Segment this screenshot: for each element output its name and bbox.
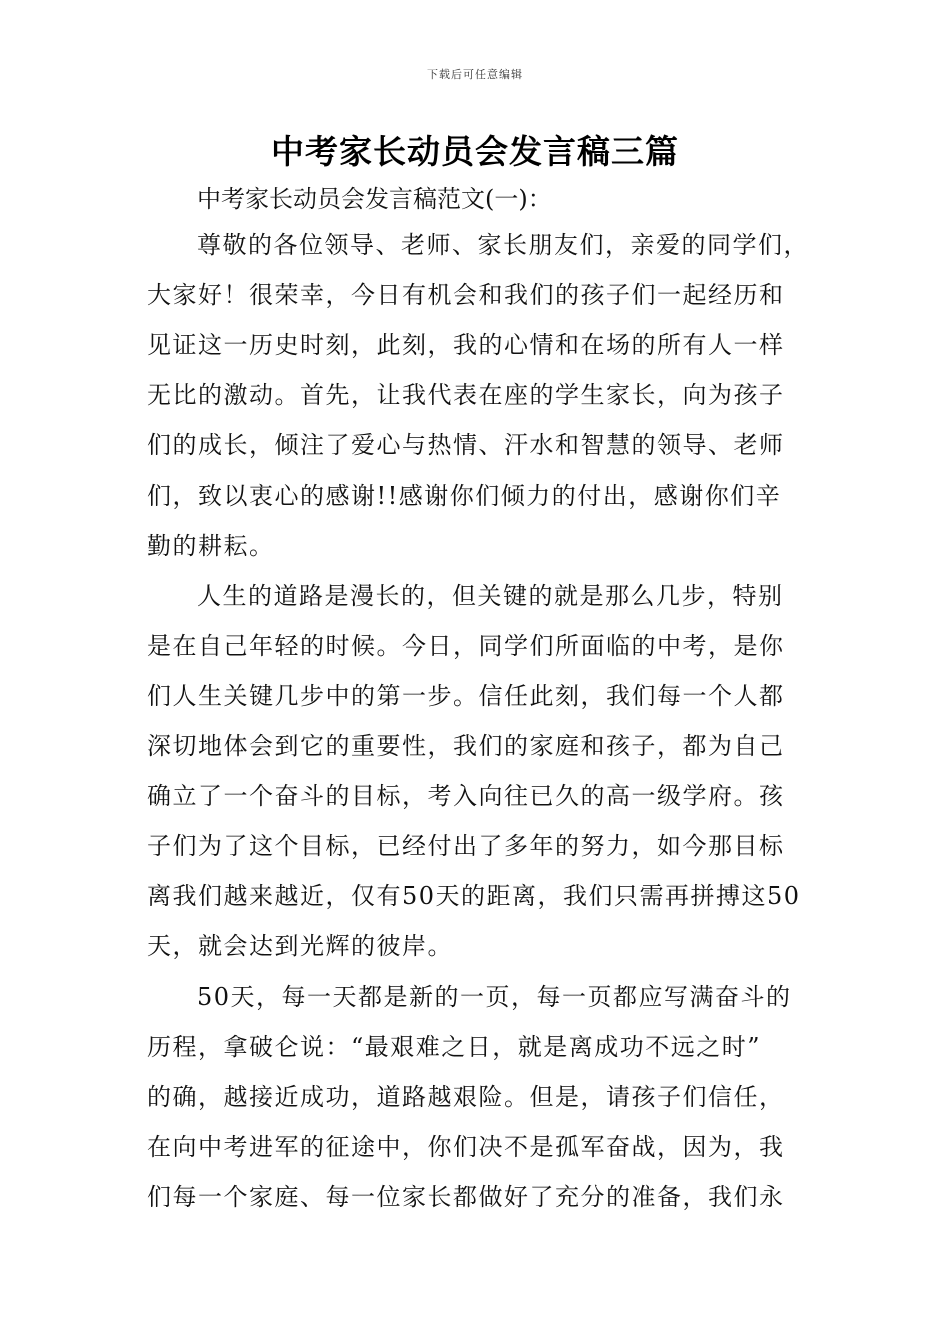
text-line: 们人生关键几步中的第一步。信任此刻，我们每一个人都	[147, 681, 785, 710]
text-line: 确立了一个奋斗的目标，考入向往已久的高一级学府。孩	[147, 782, 785, 811]
text-line: 子们为了这个目标，已经付出了多年的努力，如今那目标	[147, 832, 785, 861]
text-line: 勤的耕耘。	[147, 531, 275, 560]
text-line: 们，致以衷心的感谢!!感谢你们倾力的付出，感谢你们辛	[147, 481, 782, 510]
text-line: 们每一个家庭、每一位家长都做好了充分的准备，我们永	[147, 1182, 785, 1211]
text-line: 深切地体会到它的重要性，我们的家庭和孩子，都为自己	[147, 732, 785, 760]
text-line: 大家好！很荣幸，今日有机会和我们的孩子们一起经历和	[147, 281, 785, 310]
text-line: 是在自己年轻的时候。今日，同学们所面临的中考，是你	[147, 631, 785, 660]
section-subtitle: 中考家长动员会发言稿范文(一)：	[197, 185, 552, 213]
document-title: 中考家长动员会发言稿三篇	[271, 132, 679, 171]
text-line: 天，就会达到光辉的彼岸。	[147, 932, 453, 961]
text-line: 在向中考进军的征途中，你们决不是孤军奋战，因为，我	[147, 1132, 785, 1161]
text-line: 无比的激动。首先，让我代表在座的学生家长，向为孩子	[147, 381, 785, 410]
text-line: 历程，拿破仑说：“最艰难之日，就是离成功不远之时”	[147, 1032, 762, 1061]
text-line: 见证这一历史时刻，此刻，我的心情和在场的所有人一样	[147, 331, 785, 360]
text-line: 尊敬的各位领导、老师、家长朋友们，亲爱的同学们，	[197, 231, 809, 259]
header-note: 下载后可任意编辑	[427, 68, 523, 81]
text-line: 的确，越接近成功，道路越艰险。但是，请孩子们信任，	[147, 1082, 785, 1111]
text-line: 50天，每一天都是新的一页，每一页都应写满奋斗的	[197, 982, 792, 1011]
text-line: 人生的道路是漫长的，但关键的就是那么几步，特别	[197, 581, 784, 610]
text-line: 离我们越来越近，仅有50天的距离，我们只需再拼搏这50	[147, 882, 801, 911]
text-line: 们的成长，倾注了爱心与热情、汗水和智慧的领导、老师	[147, 431, 785, 460]
